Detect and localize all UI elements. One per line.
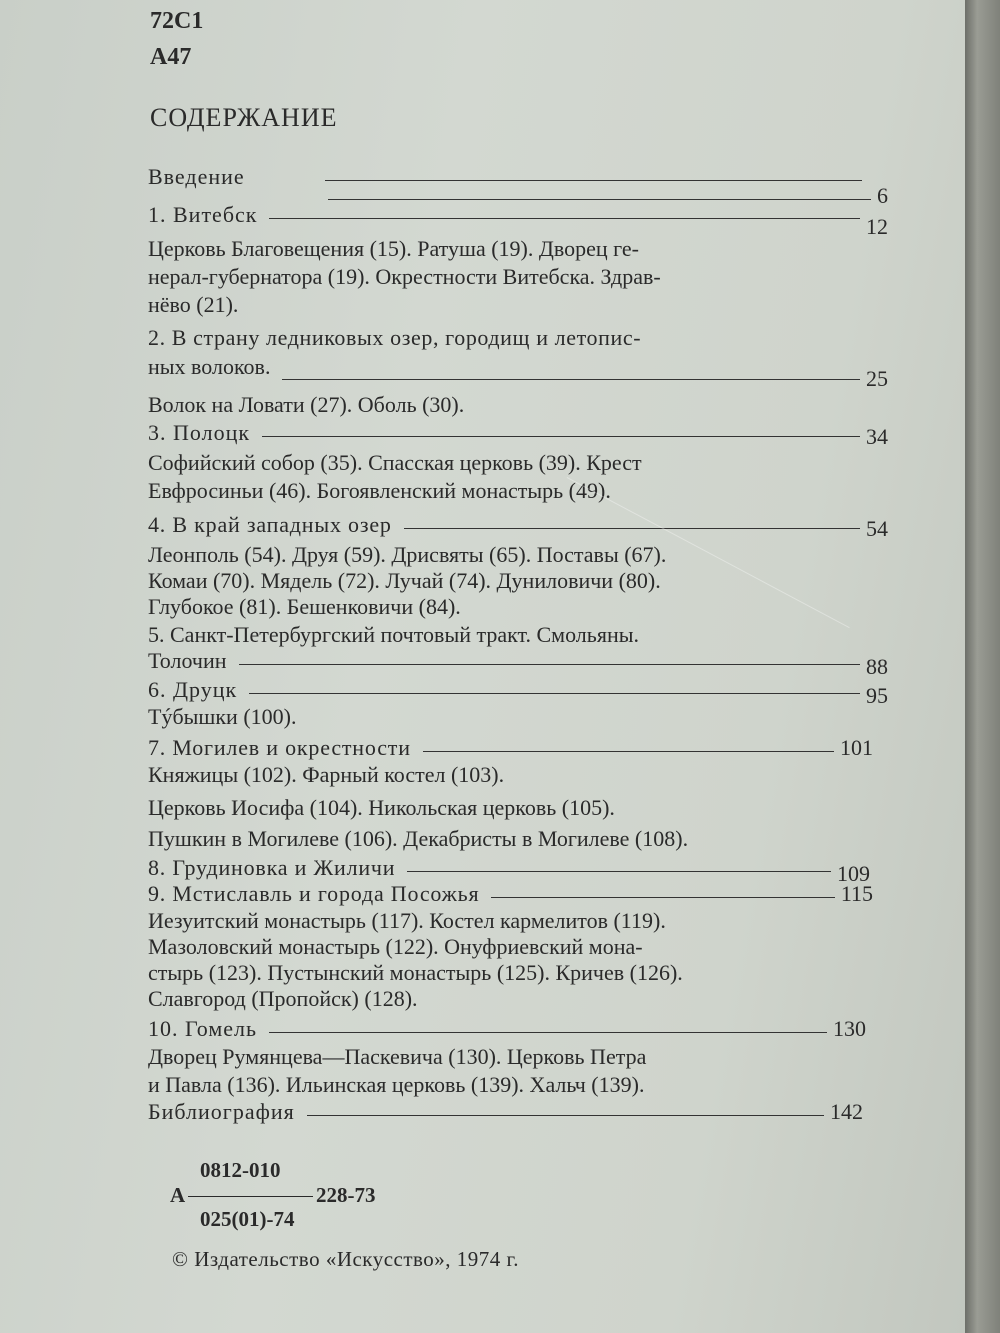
toc-entry-lakes: 2. В страну ледниковых озер, городищ и летопис- bbox=[148, 325, 642, 350]
toc-entry-grudinovka bbox=[148, 853, 870, 886]
toc-entry-polotsk bbox=[148, 418, 888, 449]
toc-page-number: 109 bbox=[837, 861, 870, 886]
toc-entry-lakes-end bbox=[148, 352, 888, 391]
toc-subentry: Евфросиньи (46). Богоявленский монастырь (49). bbox=[148, 478, 611, 503]
toc-label: 1. Витебск bbox=[148, 202, 258, 227]
toc-subentry: Тýбышки (100). bbox=[148, 704, 297, 729]
toc-subentry: стырь (123). Пустынский монастырь (125). Кричев (126). bbox=[148, 960, 683, 985]
toc-subentry: Пушкин в Могилеве (106). Декабристы в Могилеве (108). bbox=[148, 826, 689, 851]
toc-leader bbox=[307, 1115, 824, 1116]
toc-page-number: 54 bbox=[866, 516, 888, 541]
toc-page-number: 6 bbox=[877, 183, 888, 208]
toc-label: 9. Мстиславль и города Посожья bbox=[148, 881, 480, 906]
toc-leader bbox=[269, 1032, 827, 1033]
toc-leader bbox=[262, 436, 860, 437]
toc-page-number: 142 bbox=[830, 1099, 863, 1124]
toc-subentry: Княжицы (102). Фарный костел (103). bbox=[148, 762, 505, 787]
toc-leader bbox=[269, 218, 860, 219]
toc-leader bbox=[407, 871, 831, 872]
catalog-code: 72С1 bbox=[150, 8, 204, 34]
toc-label: Библиография bbox=[148, 1099, 295, 1124]
page-edge-shadow bbox=[965, 0, 1000, 1333]
toc-subentry: нёво (21). bbox=[148, 292, 239, 317]
toc-entry-bibliography bbox=[148, 1097, 863, 1125]
toc-page-number: 130 bbox=[833, 1016, 866, 1041]
toc-subentry: Церковь Благовещения (15). Ратуша (19). Дворец ге- bbox=[148, 236, 639, 261]
toc-entry-postal-road: 5. Санкт-Петербургский почтовый тракт. Смольяны. bbox=[148, 622, 639, 647]
toc-subentry: Глубокое (81). Бешенковичи (84). bbox=[148, 594, 461, 619]
toc-leader bbox=[423, 751, 834, 752]
toc-label: 8. Грудиновка и Жиличи bbox=[148, 855, 396, 880]
toc-entry-mstislavl bbox=[148, 879, 873, 907]
toc-page-number: 88 bbox=[866, 654, 888, 679]
toc-label: 7. Могилев и окрестности bbox=[148, 735, 411, 760]
author-mark: А47 bbox=[150, 44, 192, 70]
toc-subentry: Дворец Румянцева—Паскевича (130). Церковь Петра bbox=[148, 1044, 647, 1069]
toc-entry-vitebsk bbox=[148, 200, 888, 239]
toc-subentry: Леонполь (54). Друя (59). Дрисвяты (65). Поставы (67). bbox=[148, 542, 667, 567]
toc-page-number: 34 bbox=[866, 424, 888, 449]
page-title: СОДЕРЖАНИЕ bbox=[150, 103, 338, 132]
publishing-code-denominator: 025(01)-74 bbox=[200, 1207, 295, 1231]
toc-label: 4. В край западных озер bbox=[148, 512, 392, 537]
toc-subentry: Иезуитский монастырь (117). Костел кармелитов (119). bbox=[148, 908, 666, 933]
toc-subentry: и Павла (136). Ильинская церковь (139). Хальч (139). bbox=[148, 1072, 645, 1097]
toc-label: 6. Друцк bbox=[148, 677, 238, 702]
toc-subentry: Комаи (70). Мядель (72). Лучай (74). Дуниловичи (80). bbox=[148, 568, 661, 593]
toc-label: Толочин bbox=[148, 648, 227, 673]
toc-entry-mogilev bbox=[148, 733, 873, 761]
toc-label: 3. Полоцк bbox=[148, 420, 251, 445]
toc-subentry: нерал-губернатора (19). Окрестности Витебска. Здрав- bbox=[148, 264, 661, 289]
toc-page-number: 115 bbox=[840, 881, 873, 906]
toc-label: Введение bbox=[148, 164, 245, 189]
toc-page-number: 25 bbox=[866, 366, 888, 391]
toc-leader bbox=[491, 897, 834, 898]
toc-label: 10. Гомель bbox=[148, 1016, 258, 1041]
toc-subentry: Софийский собор (35). Спасская церковь (39). Крест bbox=[148, 450, 642, 475]
toc-entry-gomel bbox=[148, 1014, 866, 1042]
toc-entry-western-lakes bbox=[148, 510, 888, 541]
publishing-code-prefix: А bbox=[170, 1183, 186, 1207]
fraction-bar bbox=[188, 1196, 313, 1197]
toc-subentry: Славгород (Пропойск) (128). bbox=[148, 986, 418, 1011]
toc-page-number: 95 bbox=[866, 683, 888, 708]
toc-subentry: Волок на Ловати (27). Оболь (30). bbox=[148, 392, 465, 417]
publishing-code-numerator: 0812-010 bbox=[200, 1158, 281, 1182]
publishing-code-suffix: 228-73 bbox=[316, 1183, 376, 1207]
copyright-line: © Издательство «Искусство», 1974 г. bbox=[172, 1247, 520, 1271]
toc-subentry: Церковь Иосифа (104). Никольская церковь (105). bbox=[148, 795, 615, 820]
toc-page-number: 101 bbox=[840, 735, 873, 760]
toc-leader bbox=[282, 379, 860, 380]
toc-page-number: 12 bbox=[866, 214, 888, 239]
toc-subentry: Мазоловский монастырь (122). Онуфриевский мона- bbox=[148, 934, 643, 959]
toc-label: ных волоков. bbox=[148, 354, 271, 379]
